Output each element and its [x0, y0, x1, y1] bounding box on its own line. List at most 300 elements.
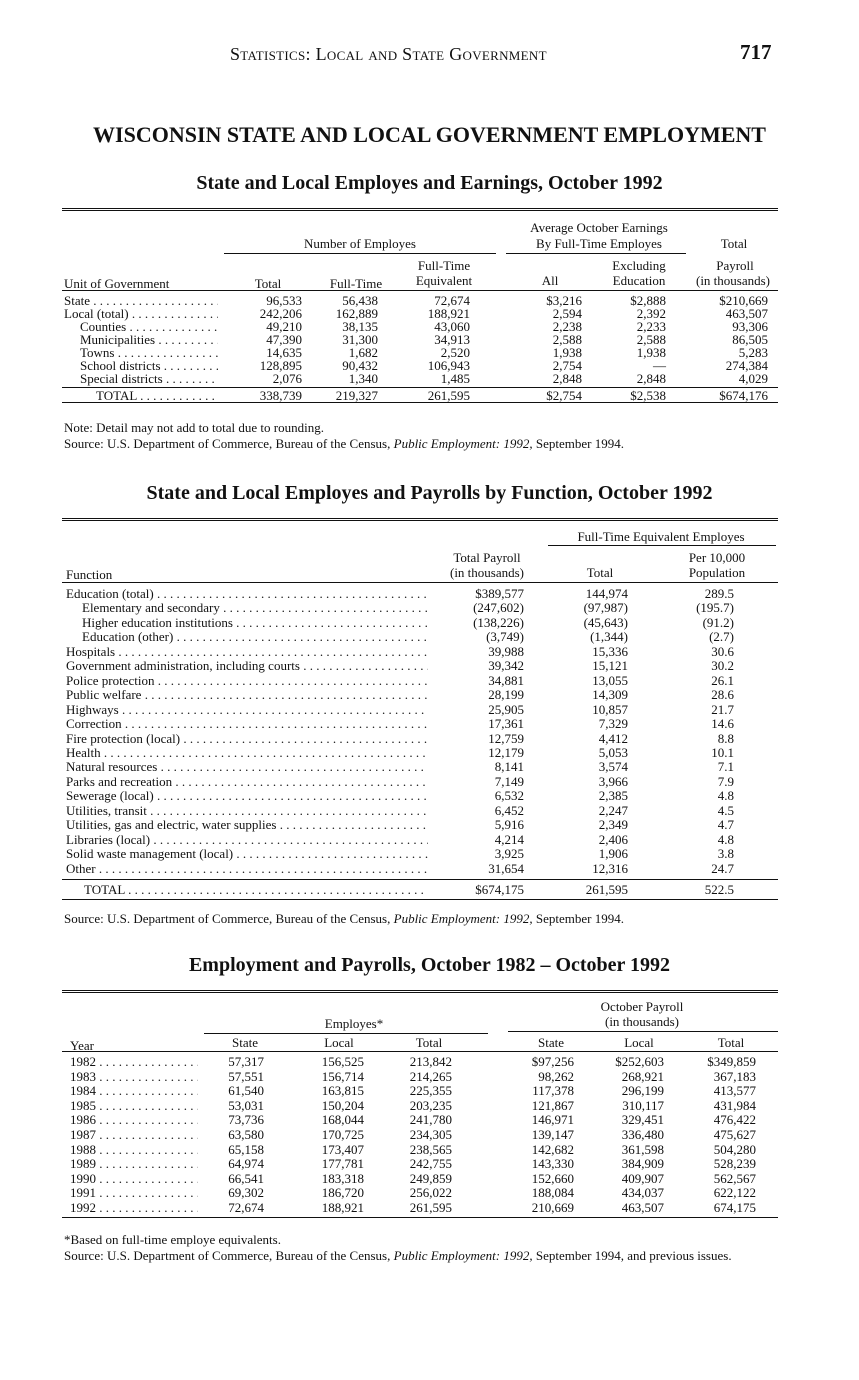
- t3-cell-p-total: 622,122: [713, 1185, 756, 1201]
- t2-cell-total: 2,406: [598, 831, 628, 847]
- t2-cell-per: 30.6: [711, 643, 734, 659]
- t3-cell-local: 173,407: [321, 1141, 364, 1157]
- t3-cell-state: 66,541: [228, 1170, 264, 1186]
- t1-total-total: 338,739: [259, 388, 302, 403]
- t2-cell-total: 1,906: [598, 846, 628, 862]
- t3-cell-p-local: 336,480: [621, 1127, 664, 1142]
- t2-cell-payroll: 12,179: [488, 744, 524, 760]
- t2-row-label-leader: [157, 760, 428, 774]
- t2-row-label-leader: [96, 862, 428, 876]
- t3-cell-p-local: 434,037: [621, 1185, 664, 1201]
- t2-row-label-text: Highways: [66, 702, 119, 717]
- t2-cell-per: (91.2): [702, 614, 734, 630]
- t2-cell-per: 3.8: [717, 846, 734, 862]
- t2-row-label: [66, 659, 428, 673]
- t3-col-total: Total: [415, 1035, 443, 1050]
- t3-cell-p-total: 528,239: [713, 1156, 756, 1172]
- t1-header-employes: Number of Employes: [304, 236, 416, 251]
- t2-cell-total: 14,309: [592, 687, 628, 703]
- t3-row-year-leader: [96, 1157, 198, 1171]
- t3-row-year-leader: [96, 1143, 198, 1157]
- t2-cell-total: 4,412: [598, 730, 628, 746]
- t3-cell-local: 163,815: [321, 1083, 364, 1099]
- t3-row-year: [70, 1201, 198, 1215]
- t3-cell-local: 156,525: [321, 1054, 364, 1069]
- t1-row-label-leader: [163, 372, 218, 386]
- t2-cell-payroll: 34,881: [488, 672, 524, 688]
- t1-total-excl: $2,538: [630, 388, 666, 403]
- t3-row-year-text: 1987: [70, 1128, 96, 1142]
- t1-row-label-leader: [90, 294, 218, 308]
- t2-col-payroll-l1: Total Payroll: [453, 550, 521, 565]
- t3-cell-state: 57,551: [228, 1068, 264, 1084]
- t2-cell-per: (195.7): [696, 600, 734, 616]
- t1-row-label: [80, 346, 218, 360]
- t3-cell-p-local: 361,598: [621, 1141, 664, 1157]
- t1-cell-all: 2,588: [552, 332, 582, 347]
- t3-cell-p-state: 142,682: [531, 1141, 574, 1157]
- t2-row-label: [66, 587, 428, 601]
- t3-row-year: [70, 1113, 198, 1127]
- t1-row-label: [80, 359, 218, 373]
- t1-cell-excl: 2,233: [636, 319, 666, 334]
- t2-row-label-leader: [154, 789, 428, 803]
- t1-col-total: Total: [254, 276, 282, 291]
- t2-row-label-leader: [180, 732, 428, 746]
- t2-row-label-leader: [233, 847, 428, 861]
- t3-cell-total: 256,022: [409, 1185, 452, 1201]
- t3-row-year: [70, 1128, 198, 1142]
- t2-row-label: [66, 732, 428, 746]
- t3-cell-p-total: 475,627: [713, 1127, 756, 1142]
- t1-col-excl-l1: Excluding: [612, 258, 666, 273]
- t2-cell-total: 5,053: [598, 744, 628, 760]
- t2-cell-payroll: (247,602): [473, 600, 524, 616]
- t2-cell-per: 28.6: [711, 687, 734, 703]
- t3-row-year-text: 1992: [70, 1201, 96, 1215]
- t1-header-earnings-l2: By Full-Time Employes: [536, 236, 662, 251]
- t3-row-year-text: 1988: [70, 1142, 96, 1157]
- t1-row-label-text: State: [64, 294, 90, 308]
- t1-cell-all: 2,754: [552, 358, 582, 373]
- t2-row-label-text: Health: [66, 745, 101, 760]
- t2-col-payroll-l2: (in thousands): [449, 565, 525, 580]
- t3-cell-total: 214,265: [409, 1068, 452, 1084]
- t3-source: Source: U.S. Department of Commerce, Bureau of the Census, Public Employment: 1992, September 1994, and previous issues.: [64, 1248, 732, 1263]
- t1-cell-all: 2,848: [552, 371, 582, 386]
- t3-cell-local: 183,318: [321, 1170, 364, 1186]
- t2-cell-total: (1,344): [590, 629, 628, 645]
- t2-cell-payroll: 28,199: [488, 687, 524, 703]
- t3-row-year-text: 1989: [70, 1157, 96, 1172]
- t1-cell-all: 2,238: [552, 319, 582, 334]
- t2-cell-total: 3,574: [598, 759, 628, 775]
- t2-cell-payroll: 25,905: [488, 701, 524, 717]
- t3-header-employes: Employes*: [324, 1016, 384, 1031]
- t2-cell-total: 13,055: [592, 672, 628, 688]
- t3-row-year-text: 1983: [70, 1069, 96, 1084]
- t2-row-label: [82, 601, 428, 615]
- t3-cell-state: 64,974: [228, 1156, 264, 1172]
- t2-row-label-leader: [172, 775, 428, 789]
- t3-row-year: [70, 1070, 198, 1084]
- t2-row-label: [66, 833, 428, 847]
- t2-row-label-leader: [115, 645, 428, 659]
- running-head: Statistics: Local and State Government: [230, 44, 547, 64]
- t2-cell-per: 4.8: [717, 831, 734, 847]
- t3-row-year-leader: [96, 1201, 198, 1215]
- t1-total-label: [96, 389, 218, 403]
- t1-cell-fulltime: 90,432: [342, 358, 378, 373]
- t3-row-year-leader: [96, 1070, 198, 1084]
- t1-col-fte-l2: Equivalent: [415, 273, 473, 288]
- t3-cell-local: 156,714: [321, 1068, 364, 1084]
- t3-row-year-leader: [96, 1084, 198, 1098]
- t2-cell-payroll: 39,988: [488, 643, 524, 659]
- t1-cell-payroll: 86,505: [732, 332, 768, 347]
- t1-cell-excl: 2,588: [636, 332, 666, 347]
- t3-cell-total: 225,355: [409, 1083, 452, 1099]
- t1-cell-fte: 43,060: [434, 319, 470, 334]
- t1-row-label-text: School districts: [80, 359, 161, 373]
- t2-row-label-text: Utilities, gas and electric, water supplies: [66, 818, 277, 833]
- t2-cell-total: 7,329: [598, 716, 628, 732]
- t1-cell-payroll: $210,669: [719, 293, 768, 308]
- t1-col-payroll-l2: Payroll: [716, 258, 754, 273]
- t3-cell-total: 238,565: [409, 1141, 452, 1157]
- t1-row-label-leader: [161, 359, 218, 373]
- t2-cell-total: 10,857: [592, 701, 628, 717]
- t2-cell-payroll: $389,577: [475, 586, 524, 601]
- t2-row-label: [66, 775, 428, 789]
- t2-cell-total: 15,336: [592, 643, 628, 659]
- t2-row-label: [66, 760, 428, 774]
- t2-cell-payroll: (138,226): [473, 614, 524, 630]
- t2-cell-per: 4.7: [717, 817, 734, 833]
- t2-header-fte: Full-Time Equivalent Employes: [577, 529, 745, 544]
- t1-cell-total: 2,076: [272, 371, 302, 386]
- t1-cell-excl: 2,392: [636, 306, 666, 321]
- t3-cell-p-total: 476,422: [713, 1112, 756, 1128]
- page-number: 717: [740, 40, 772, 64]
- t1-row-label: [80, 333, 218, 347]
- t2-row-label-leader: [150, 833, 428, 847]
- t2-cell-per: 289.5: [704, 586, 734, 601]
- t3-row-year: [70, 1099, 198, 1113]
- t3-row-year: [70, 1084, 198, 1098]
- t2-total-label-text: TOTAL: [84, 883, 125, 897]
- t1-cell-fte: 72,674: [434, 293, 470, 308]
- t1-cell-fte: 106,943: [427, 358, 470, 373]
- t3-cell-p-local: 384,909: [621, 1156, 664, 1172]
- t2-col-per-l2: Population: [688, 565, 746, 580]
- t2-row-label: [66, 645, 428, 659]
- t3-cell-p-local: 310,117: [622, 1097, 664, 1113]
- t1-bottom-rule: [62, 402, 778, 403]
- t3-cell-state: 69,302: [228, 1185, 264, 1201]
- t1-cell-total: 128,895: [259, 358, 302, 373]
- t2-row-label-leader: [154, 674, 428, 688]
- t2-row-label: [82, 630, 428, 644]
- t1-cell-excl: —: [653, 358, 666, 373]
- t1-cell-total: 49,210: [266, 319, 302, 334]
- t2-row-label-text: Education (other): [82, 630, 174, 645]
- t2-row-label: [66, 717, 428, 731]
- t1-cell-fte: 188,921: [427, 306, 470, 321]
- t2-row-label-text: Higher education institutions: [82, 615, 233, 630]
- t3-header-payroll-l1: October Payroll: [600, 999, 684, 1014]
- t2-row-label-leader: [141, 688, 428, 702]
- t2-cell-per: 8.8: [717, 730, 734, 746]
- t2-cell-total: 2,247: [598, 802, 628, 818]
- t2-total-rule: [62, 879, 778, 880]
- t1-cell-payroll: 93,306: [732, 319, 768, 334]
- t3-header-rule: [62, 1051, 778, 1052]
- t3-cell-total: 261,595: [409, 1200, 452, 1215]
- t1-total-fulltime: 219,327: [335, 388, 378, 403]
- t3-col-p-local: Local: [624, 1035, 654, 1050]
- t3-cell-state: 61,540: [228, 1083, 264, 1099]
- t3-col-local: Local: [324, 1035, 354, 1050]
- t2-row-label: [66, 674, 428, 688]
- t2-row-label: [66, 746, 428, 760]
- t1-header-employes-rule: [224, 253, 496, 254]
- t3-cell-state: 57,317: [228, 1054, 264, 1069]
- t2-cell-per: 4.8: [717, 788, 734, 804]
- t1-total-rule: [62, 387, 778, 388]
- t1-row-label-text: Towns: [80, 346, 115, 360]
- t1-total-all: $2,754: [546, 388, 582, 403]
- t3-cell-state: 53,031: [228, 1097, 264, 1113]
- t2-cell-payroll: 6,532: [494, 788, 524, 804]
- t2-row-label-text: Elementary and secondary: [82, 601, 220, 616]
- t2-row-label-text: Parks and recreation: [66, 774, 173, 789]
- t2-cell-total: 2,385: [598, 788, 628, 804]
- t2-cell-per: 30.2: [711, 658, 734, 674]
- t3-cell-p-total: 367,183: [713, 1068, 756, 1084]
- t2-row-label-text: Sewerage (local): [66, 789, 154, 804]
- t1-col-fte-l1: Full-Time: [417, 258, 471, 273]
- main-title: WISCONSIN STATE AND LOCAL GOVERNMENT EMPLOYMENT: [93, 122, 766, 147]
- t3-cell-total: 242,755: [409, 1156, 452, 1172]
- t3-cell-p-state: 98,262: [538, 1068, 574, 1084]
- t3-cell-state: 65,158: [228, 1141, 264, 1157]
- t2-row-label-leader: [173, 630, 428, 644]
- t2-total-per: 522.5: [704, 882, 734, 897]
- t2-bottom-rule: [62, 899, 778, 900]
- t1-row-label: [64, 294, 218, 308]
- t3-cell-p-state: 152,660: [531, 1170, 574, 1186]
- t3-row-year-text: 1985: [70, 1098, 96, 1113]
- t2-total-label: [84, 883, 428, 897]
- t3-cell-p-state: 210,669: [531, 1200, 574, 1215]
- table3-top-rule: [62, 990, 778, 993]
- t3-cell-p-state: 146,971: [531, 1112, 574, 1128]
- t2-cell-payroll: 8,141: [494, 759, 524, 775]
- t3-cell-local: 177,781: [321, 1156, 364, 1172]
- t1-cell-all: $3,216: [546, 293, 582, 308]
- t1-total-payroll: $674,176: [719, 388, 768, 403]
- t3-row-year-text: 1986: [70, 1113, 96, 1128]
- t3-col-year: Year: [70, 1038, 94, 1053]
- t3-row-year: [70, 1172, 198, 1186]
- t2-col-function: Function: [66, 567, 113, 582]
- t3-cell-local: 188,921: [321, 1200, 364, 1215]
- t1-cell-fulltime: 56,438: [342, 293, 378, 308]
- t2-cell-payroll: 3,925: [494, 846, 524, 862]
- t3-cell-p-state: 188,084: [531, 1185, 574, 1201]
- t2-col-per-l1: Per 10,000: [688, 550, 746, 565]
- t3-cell-total: 249,859: [409, 1170, 452, 1186]
- t3-row-year-leader: [96, 1099, 198, 1113]
- t2-cell-total: (45,643): [583, 614, 628, 630]
- t2-header-fte-rule: [548, 545, 776, 546]
- t2-row-label-text: Libraries (local): [66, 832, 151, 847]
- t2-row-label-leader: [101, 746, 428, 760]
- t2-row-label-leader: [233, 616, 428, 630]
- t3-row-year-text: 1982: [70, 1055, 96, 1069]
- t1-col-unit: Unit of Government: [64, 276, 170, 291]
- t1-cell-payroll: 274,384: [725, 358, 768, 373]
- t3-cell-p-total: 413,577: [713, 1083, 756, 1099]
- t2-cell-total: 144,974: [585, 586, 628, 601]
- t1-header-rule: [62, 290, 778, 291]
- table3-title: Employment and Payrolls, October 1982 – October 1992: [188, 954, 671, 976]
- t2-header-rule: [62, 582, 778, 583]
- t2-cell-per: 4.5: [717, 802, 734, 818]
- t2-cell-payroll: 5,916: [494, 817, 524, 833]
- t3-row-year: [70, 1186, 198, 1200]
- t1-cell-fulltime: 31,300: [342, 332, 378, 347]
- t1-header-earnings-l1: Average October Earnings: [530, 220, 668, 235]
- t2-cell-total: 2,349: [598, 817, 628, 833]
- t1-cell-total: 47,390: [266, 332, 302, 347]
- t2-cell-payroll: 4,214: [494, 831, 524, 847]
- t3-footnote: *Based on full-time employe equivalents.: [64, 1232, 281, 1247]
- t3-cell-local: 186,720: [321, 1185, 364, 1201]
- t1-cell-fte: 34,913: [434, 332, 470, 347]
- t3-cell-total: 241,780: [409, 1112, 452, 1128]
- t1-cell-fte: 2,520: [440, 345, 470, 360]
- t3-cell-p-local: 268,921: [621, 1068, 664, 1084]
- t3-bottom-rule: [62, 1217, 778, 1218]
- t3-cell-state: 73,736: [228, 1112, 264, 1128]
- t2-col-total: Total: [586, 565, 614, 580]
- t3-cell-p-total: 431,984: [713, 1097, 756, 1113]
- t2-row-label-leader: [122, 717, 428, 731]
- t1-cell-all: 1,938: [552, 345, 582, 360]
- t3-cell-p-local: 409,907: [621, 1170, 664, 1186]
- t1-total-label-leader: [137, 389, 218, 403]
- t3-row-year-leader: [96, 1113, 198, 1127]
- t2-cell-per: 24.7: [711, 860, 734, 876]
- t2-cell-total: 3,966: [598, 773, 628, 789]
- t2-cell-per: 10.1: [711, 744, 734, 760]
- t3-row-year-leader: [96, 1172, 198, 1186]
- t2-cell-per: 7.9: [717, 773, 734, 789]
- t2-row-label: [66, 862, 428, 876]
- t2-row-label-text: Hospitals: [66, 644, 116, 659]
- t1-cell-total: 14,635: [266, 345, 302, 360]
- t3-cell-local: 150,204: [321, 1097, 364, 1113]
- t1-cell-excl: 2,848: [636, 371, 666, 386]
- t3-col-state: State: [232, 1035, 258, 1050]
- t1-cell-excl: 1,938: [636, 345, 666, 360]
- t2-cell-per: 7.1: [717, 759, 734, 775]
- t1-cell-fulltime: 38,135: [342, 319, 378, 334]
- t3-cell-p-total: 562,567: [713, 1170, 756, 1186]
- t2-row-label-text: Police protection: [66, 673, 155, 688]
- t2-cell-payroll: 17,361: [488, 716, 524, 732]
- t2-cell-total: 12,316: [592, 860, 628, 876]
- t2-row-label: [66, 789, 428, 803]
- t2-row-label: [66, 804, 428, 818]
- t1-cell-fulltime: 162,889: [335, 306, 378, 321]
- t1-row-label-text: Local (total): [64, 307, 129, 321]
- t1-row-label-leader: [114, 346, 218, 360]
- table1-title: State and Local Employes and Earnings, October 1992: [196, 172, 663, 194]
- t1-row-label-leader: [155, 333, 218, 347]
- t3-row-year: [70, 1055, 198, 1069]
- t3-cell-p-state: 121,867: [531, 1097, 574, 1113]
- t2-row-label-leader: [147, 804, 428, 818]
- t2-row-label-text: Fire protection (local): [66, 731, 181, 746]
- t3-cell-p-local: 329,451: [621, 1112, 664, 1128]
- t3-cell-local: 170,725: [321, 1127, 364, 1142]
- t3-col-p-total: Total: [717, 1035, 745, 1050]
- t2-cell-per: 14.6: [711, 716, 734, 732]
- t2-row-label-text: Correction: [66, 717, 122, 732]
- t3-cell-total: 234,305: [409, 1127, 452, 1142]
- t2-row-label-leader: [276, 818, 428, 832]
- t2-total-label-leader: [125, 883, 428, 897]
- t3-cell-local: 168,044: [321, 1112, 364, 1128]
- t3-row-year: [70, 1157, 198, 1171]
- t3-cell-p-state: 117,378: [532, 1083, 574, 1099]
- t3-cell-p-state: 143,330: [531, 1156, 574, 1172]
- t2-source: Source: U.S. Department of Commerce, Bureau of the Census, Public Employment: 1992, September 1994.: [64, 911, 624, 926]
- t2-row-label-text: Government administration, including courts: [66, 659, 300, 674]
- t3-row-year-text: 1990: [70, 1171, 96, 1186]
- t1-col-all: All: [541, 273, 559, 288]
- t1-cell-payroll: 5,283: [738, 345, 768, 360]
- t2-cell-payroll: 6,452: [494, 802, 524, 818]
- t1-row-label-leader: [129, 307, 218, 321]
- t3-cell-p-state: $97,256: [531, 1054, 574, 1069]
- t3-col-p-state: State: [538, 1035, 564, 1050]
- t3-row-year-leader: [96, 1128, 198, 1142]
- t3-row-year-text: 1984: [70, 1084, 96, 1099]
- t2-row-label-text: Solid waste management (local): [66, 847, 234, 862]
- t1-header-earnings-rule: [506, 253, 686, 254]
- t1-note: Note: Detail may not add to total due to rounding.: [64, 420, 324, 435]
- t1-source: Source: U.S. Department of Commerce, Bureau of the Census, Public Employment: 1992, September 1994.: [64, 436, 624, 451]
- t3-cell-p-total: 674,175: [713, 1200, 756, 1215]
- t2-row-label-leader: [119, 703, 428, 717]
- t2-cell-per: 21.7: [711, 701, 734, 717]
- t1-cell-fulltime: 1,340: [348, 371, 378, 386]
- t3-cell-state: 72,674: [228, 1200, 264, 1215]
- t3-header-payroll-l2: (in thousands): [604, 1014, 680, 1029]
- t1-cell-all: 2,594: [552, 306, 582, 321]
- t3-row-year-leader: [96, 1186, 198, 1200]
- table2-top-rule: [62, 518, 778, 521]
- t3-row-year-text: 1991: [70, 1186, 96, 1201]
- t2-row-label-leader: [154, 587, 428, 601]
- t1-cell-payroll: 4,029: [738, 371, 768, 386]
- t1-row-label-text: Municipalities: [80, 333, 156, 347]
- t1-row-label: [64, 307, 218, 321]
